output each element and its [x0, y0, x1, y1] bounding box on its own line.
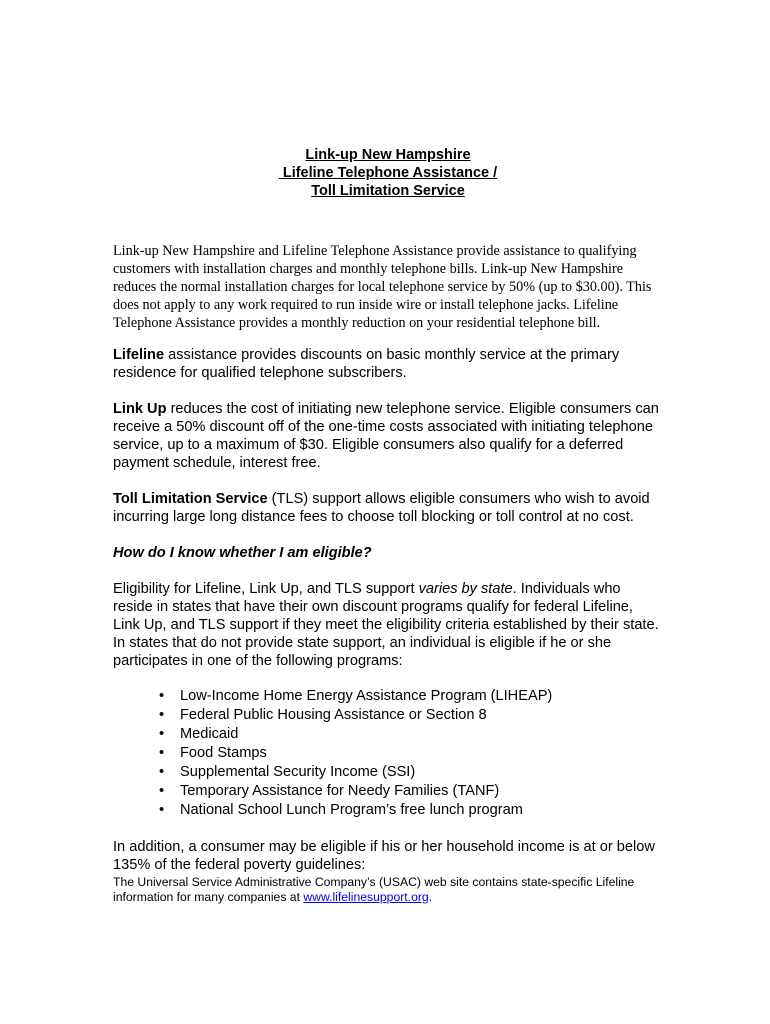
linkup-text: reduces the cost of initiating new telephone service. Eligible consumers can receive a 50% discount off of the one-time costs associated with initiating telephone service, up to a maximum of $30. Eligible consumers also qualify for a deferred payment schedule, interest free. — [113, 401, 659, 472]
program-label: Food Stamps — [180, 745, 267, 762]
program-label: Low-Income Home Energy Assistance Program (LIHEAP) — [180, 688, 553, 705]
program-label: Federal Public Housing Assistance or Section 8 — [180, 707, 487, 724]
list-item — [159, 687, 663, 706]
program-list — [113, 687, 663, 820]
lifeline-term: Lifeline — [113, 347, 165, 364]
title-line-2: Lifeline Telephone Assistance / — [278, 165, 498, 181]
bullet-icon: • — [159, 745, 165, 762]
intro-paragraph: Link-up New Hampshire and Lifeline Telephone Assistance provide assistance to qualifying customers with installation charges and monthly telephone bills. Link-up New Hampshire reduces the normal installation charges for local telephone service by 50% (up to $30.00). This does not apply to any work required to run inside wire or install telephone jacks. Lifeline Telephone Assistance provides a monthly reduction on your residential telephone bill. — [113, 243, 652, 331]
list-item — [159, 725, 663, 744]
linkup-paragraph — [113, 400, 663, 472]
eligibility-question-heading: How do I know whether I am eligible? — [113, 545, 372, 562]
bullet-icon: • — [159, 802, 165, 819]
tls-text: (TLS) support allows eligible consumers who wish to avoid incurring large long distance fees to choose toll blocking or toll control at no cost. — [113, 491, 650, 526]
income-note-paragraph: In addition, a consumer may be eligible if his or her household income is at or below 135% of the federal poverty guidelines: — [113, 839, 655, 874]
bullet-icon: • — [159, 764, 165, 781]
eligibility-text-after: . Individuals who reside in states that have their own discount programs qualify for federal Lifeline, Link Up, and TLS support if they meet the eligibility criteria established by their state. In states that do not provide state support, an individual is eligible if he or she participates in one of the following programs: — [113, 581, 659, 670]
bullet-icon: • — [159, 707, 165, 724]
list-item — [159, 706, 663, 725]
list-item — [159, 744, 663, 763]
program-label: Medicaid — [180, 726, 239, 743]
list-item — [159, 763, 663, 782]
eligibility-paragraph — [113, 580, 663, 670]
title-line-3: Toll Limitation Service — [311, 183, 465, 199]
program-label: Temporary Assistance for Needy Families (TANF) — [180, 783, 500, 800]
list-item — [159, 782, 663, 801]
lifelinesupport-link[interactable]: www.lifelinesupport.org — [303, 890, 429, 905]
bullet-icon: • — [159, 688, 165, 705]
footnote-period: . — [428, 890, 433, 905]
program-label: National School Lunch Program’s free lunch program — [180, 802, 523, 819]
program-label: Supplemental Security Income (SSI) — [180, 764, 416, 781]
document-title — [113, 146, 663, 200]
tls-paragraph — [113, 490, 663, 526]
linkup-term: Link Up — [113, 401, 167, 418]
eligibility-emphasis: varies by state — [418, 581, 513, 598]
footnote-text: The Universal Service Administrative Company’s (USAC) web site contains state-specific Lifeline information for many companies at — [113, 875, 635, 905]
document-page — [113, 146, 663, 917]
eligibility-text-before: Eligibility for Lifeline, Link Up, and TLS support — [113, 581, 419, 598]
bullet-icon: • — [159, 726, 165, 743]
usac-footnote — [113, 875, 663, 905]
tls-term: Toll Limitation Service — [113, 491, 268, 508]
lifeline-text: assistance provides discounts on basic monthly service at the primary residence for qualified telephone subscribers. — [113, 347, 620, 382]
list-item — [159, 801, 663, 820]
title-line-1: Link-up New Hampshire — [305, 147, 471, 163]
lifeline-paragraph — [113, 346, 663, 382]
bullet-icon: • — [159, 783, 165, 800]
